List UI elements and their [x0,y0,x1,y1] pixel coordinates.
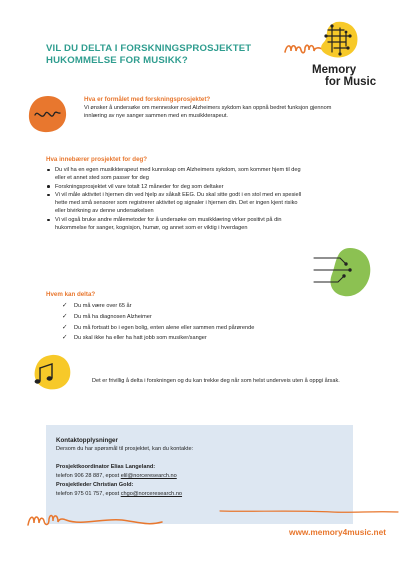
list-item: Forskningsprosjektet vil vare totalt 12 måneder for deg som deltaker [46,183,308,191]
list-item: ✓ Du må ha diagnosen Alzheimer [62,312,342,323]
logo-wordmark [312,64,382,88]
list-item: ✓ Du må fortsatt bo i egen bolig, enten alene eller sammen med pårørende [62,323,342,334]
list-item: Du vil ha en egen musikkterapeut med kunnskap om Alzheimers sykdom, som kommer hjem til deg eller et annet sted som passer for deg [46,166,308,183]
purpose-section [84,96,348,121]
list-item: ✓ Du må være over 65 år [62,301,342,312]
orange-blob-icon [26,94,68,134]
involves-list [46,166,308,232]
contact-section [56,436,346,499]
contact-intro: Dersom du har spørsmål til prosjektet, kan du kontakte: [56,446,194,452]
bullet-icon [47,194,50,197]
website-link[interactable]: www.memory4music.net [289,527,386,537]
checkmark-icon: ✓ [62,334,68,342]
list-item: Vi vil også bruke andre målemetoder for å undersøke om musikklæring virker positivt på din hukommelse for sanger, kognisjon, humør, og annet som er viktig i hverdagen [46,216,308,233]
contact-person-2-details: telefon 975 01 757, epost chgo@norceresearch.no [56,491,183,497]
logo-line-2: for Music [325,76,377,88]
yellow-blob-music-icon [30,352,74,392]
who-list [62,301,342,344]
email-link-1[interactable]: elil@norceresearch.no [120,473,177,479]
title-line-2: HUKOMMELSE FOR MUSIKK? [46,55,188,66]
bullet-icon [47,219,50,222]
involves-heading: Hva innebærer prosjektet for deg? [46,156,148,163]
title-line-1: VIL DU DELTA I FORSKNINGSPROSJEKTET [46,43,252,54]
page-title [46,43,286,67]
contact-person-2-title: Prosjektleder Christian Gold: [56,482,134,488]
bullet-icon [47,169,50,172]
contact-heading: Kontaktopplysninger [56,437,118,444]
who-heading: Hvem kan delta? [46,291,96,298]
green-blob-icon [310,244,376,302]
checkmark-icon: ✓ [62,302,68,309]
contact-person-1-title: Prosjektkoordinator Elias Langeland: [56,464,156,470]
bullet-icon [47,185,50,188]
logo-line-1: Memory [312,64,357,76]
contact-person-1-details: telefon 906 28 887, epost elil@norceresearch.no [56,473,177,479]
voluntary-text: Det er frivillig å delta i forskningen og du kan trekke deg når som helst underveis uten å oppgi årsak. [92,378,340,384]
list-item: Vi vil måle aktivitet i hjernen din ved hjelp av såkalt EEG. Du skal sitte godt i en stol med en spesiell hette med små sensorer som registrerer aktivitet og signaler i hjernen din. Det er ingen kjent risiko eller bivirkning av denne undersøkelsen [46,191,308,216]
purpose-heading: Hva er formålet med forskningsprosjektet? [84,96,211,103]
email-link-2[interactable]: chgo@norceresearch.no [120,491,183,497]
checkmark-icon: ✓ [62,323,68,331]
memory-for-music-logo-icon [310,18,362,62]
purpose-text: Vi ønsker å undersøke om mennesker med Alzheimers sykdom kan oppnå bedret funksjon gjennom innlæring av nye sanger sammen med en musikkterapeut. [84,105,332,120]
list-item: ✓ Du skal ikke ha eller ha hatt jobb som musiker/sanger [62,333,342,344]
checkmark-icon: ✓ [62,312,68,320]
